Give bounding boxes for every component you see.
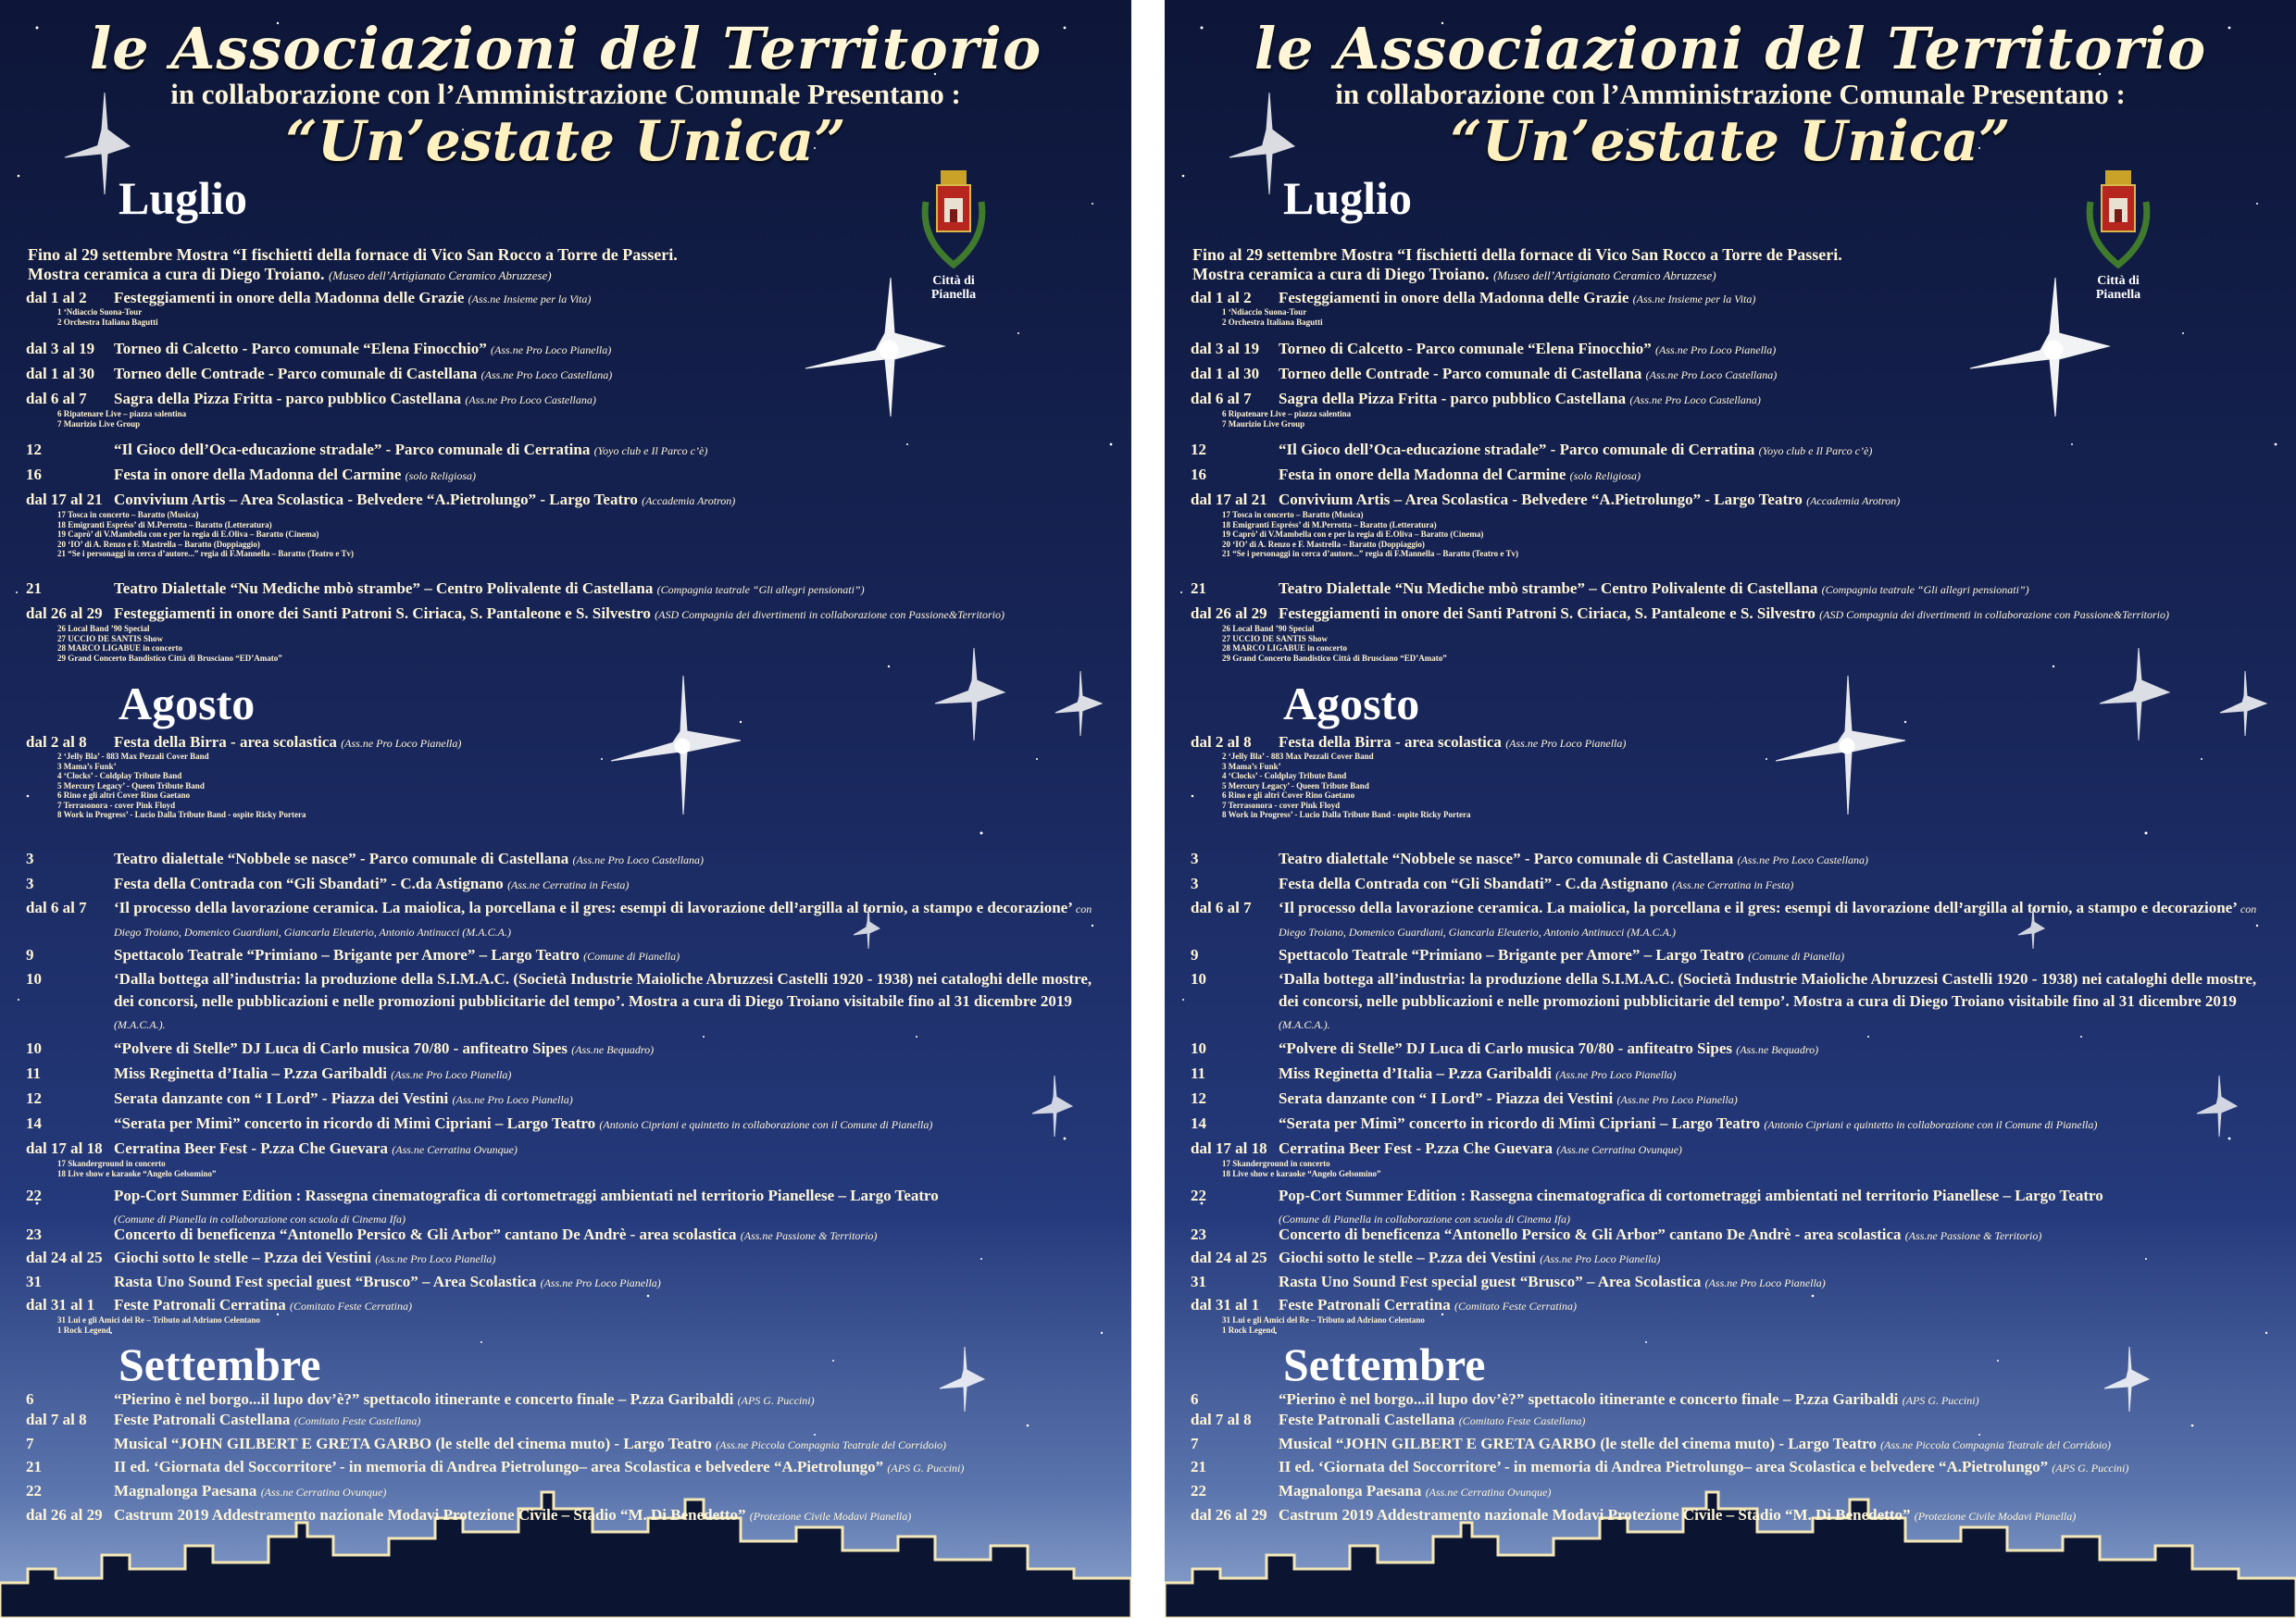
event-row: dal 1 al 2 Festeggiamenti in onore della Madonna delle Grazie (Ass.ne Insieme per la Vita) [1191,289,1756,306]
poster-right [1165,0,2296,1618]
crest-label: Città di Pianella [930,274,977,302]
event-row: 3 Teatro dialettale “Nobbele se nasce” - Parco comunale di Castellana (Ass.ne Pro Loco Castellana) [1191,850,1869,867]
poster-title: le Associazioni del Territorio [1254,15,2207,82]
event-row: 23 Concerto di beneficenza “Antonello Persico & Gli Arbor” cantano De Andrè - area scolastica (Ass.ne Passione & Territorio) [1191,1226,2042,1243]
event-subitems: 1 ‘Ndiaccio Suona-Tour 2 Orchestra Italiana Bagutti [1222,307,1323,327]
event-subitems: 17 Skanderground in concerto 18 Live show e karaoke “Angelo Gelsomino” [1222,1159,1381,1178]
event-row: 22 Magnalonga Paesana (Ass.ne Cerratina Ovunque) [26,1482,387,1500]
crest-label: Città di Pianella [2095,274,2141,302]
event-row: 3 Teatro dialettale “Nobbele se nasce” - Parco comunale di Castellana (Ass.ne Pro Loco Castellana) [26,850,705,867]
intro-line-2: Mostra ceramica a cura di Diego Troiano. (Museo dell’Artigianato Ceramico Abruzzese) [28,265,552,283]
event-subitems: 1 ‘Ndiaccio Suona-Tour 2 Orchestra Italiana Bagutti [57,307,158,327]
event-title: “Un’estate Unica” [1450,109,2011,174]
event-subitems: 17 Tosca in concerto – Baratto (Musica) 18 Emigranti Espréss’ di M.Perrotta – Baratto (Letteratura) 19 Caprò’ di V.Mambella con e per la regia di E.Oliva – Baratto (Cinema) 20 ‘IO’ di A. Renzo e F. Mastrella – Baratto (Doppiaggio) 21 “Se i personaggi in cerca d’autore...” regia di F.Mannella – Baratto (Teatro e Tv) [1222,510,1518,558]
event-row: dal 6 al 7 Sagra della Pizza Fritta - parco pubblico Castellana (Ass.ne Pro Loco Castellana) [26,390,596,407]
event-row: 12 “Il Gioco dell’Oca-educazione stradale” - Parco comunale di Cerratina (Yoyo club e Il Parco c’è) [1191,441,1873,458]
event-row: 11 Miss Reginetta d’Italia – P.zza Garibaldi (Ass.ne Pro Loco Pianella) [1191,1064,1677,1082]
event-row: 3 Festa della Contrada con “Gli Sbandati” - C.da Astignano (Ass.ne Cerratina in Festa) [26,875,630,892]
event-row: dal 17 al 21 Convivium Artis – Area Scolastica - Belvedere “A.Pietrolungo” - Largo Teatro (Accademia Arotron) [1191,491,1901,508]
intro-line-1: Fino al 29 settembre Mostra “I fischietti della fornace di Vico San Rocco a Torre de Passeri. [28,245,678,264]
event-subitems: 31 Lui e gli Amici del Re – Tributo ad Adriano Celentano 1 Rock Legend [57,1315,260,1335]
event-row: dal 1 al 30 Torneo delle Contrade - Parco comunale di Castellana (Ass.ne Pro Loco Castellana) [1191,365,1778,382]
event-row: dal 2 al 8 Festa della Birra - area scolastica (Ass.ne Pro Loco Pianella) [26,733,462,751]
event-subitems: 6 Ripatenare Live – piazza salentina 7 Maurizio Live Group [1222,409,1352,429]
month-heading-agosto: Agosto [1283,678,1420,729]
event-row: 6 “Pierino è nel borgo...il lupo dov’è?” spettacolo itinerante e concerto finale – P.zza Garibaldi (APS G. Puccini) [1191,1390,1979,1408]
month-heading-settembre: Settembre [119,1338,321,1390]
event-row: dal 24 al 25 Giochi sotto le stelle – P.zza dei Vestini (Ass.ne Pro Loco Pianella) [1191,1249,1661,1266]
event-row: dal 26 al 29 Castrum 2019 Addestramento nazionale Modavi Protezione Civile – Stadio “M. Di Benedetto” (Protezione Civile Modavi Pianella) [1191,1506,2077,1524]
event-row: dal 7 al 8 Feste Patronali Castellana (Comitato Feste Castellana) [1191,1411,1586,1428]
event-row: 6 “Pierino è nel borgo...il lupo dov’è?” spettacolo itinerante e concerto finale – P.zza Garibaldi (APS G. Puccini) [26,1390,815,1408]
city-crest [917,165,991,304]
event-row: dal 24 al 25 Giochi sotto le stelle – P.zza dei Vestini (Ass.ne Pro Loco Pianella) [26,1249,496,1266]
poster-title: le Associazioni del Territorio [89,15,1042,82]
event-row: 21 II ed. ‘Giornata del Soccorritore’ - in memoria di Andrea Pietrolungo– area Scolastica e belvedere “A.Pietrolungo” (APS G. Puccini) [1191,1458,2129,1475]
month-heading-settembre: Settembre [1283,1338,1486,1390]
month-heading-agosto: Agosto [119,678,256,729]
intro-line-2: Mostra ceramica a cura di Diego Troiano. (Museo dell’Artigianato Ceramico Abruzzese) [1192,265,1716,283]
event-row: dal 31 al 1 Feste Patronali Cerratina (Comitato Feste Cerratina) [26,1296,412,1313]
city-crest [2081,165,2155,304]
event-row: dal 31 al 1 Feste Patronali Cerratina (Comitato Feste Cerratina) [1191,1296,1577,1313]
event-row: dal 2 al 8 Festa della Birra - area scolastica (Ass.ne Pro Loco Pianella) [1191,733,1627,751]
event-subitems: 17 Skanderground in concerto 18 Live show e karaoke “Angelo Gelsomino” [57,1159,217,1178]
event-row: 10 ‘Dalla bottega all’industria: la produzione della S.I.M.A.C. (Società Industrie Maioliche Abruzzesi Castelli 1920 - 1938) nei cataloghi delle mostre, dei concorsi, nelle pubblicazioni e nelle promozioni pubblicitarie del tempo’. Mostra a cura di Diego Troiano visitabile fino al 31 dicembre 2019 (M.A.C.A.). [26,970,1092,1031]
event-row: 10 “Polvere di Stelle” DJ Luca di Carlo musica 70/80 - anfiteatro Sipes (Ass.ne Bequadro) [1191,1039,1819,1057]
event-row: 10 “Polvere di Stelle” DJ Luca di Carlo musica 70/80 - anfiteatro Sipes (Ass.ne Bequadro) [26,1039,655,1057]
event-row: dal 17 al 18 Cerratina Beer Fest - P.zza Che Guevara (Ass.ne Cerratina Ovunque) [26,1139,518,1157]
event-row: 21 II ed. ‘Giornata del Soccorritore’ - in memoria di Andrea Pietrolungo– area Scolastica e belvedere “A.Pietrolungo” (APS G. Puccini) [26,1458,965,1475]
event-row: 10 ‘Dalla bottega all’industria: la produzione della S.I.M.A.C. (Società Industrie Maioliche Abruzzesi Castelli 1920 - 1938) nei cataloghi delle mostre, dei concorsi, nelle pubblicazioni e nelle promozioni pubblicitarie del tempo’. Mostra a cura di Diego Troiano visitabile fino al 31 dicembre 2019 (M.A.C.A.). [1191,970,2257,1031]
event-row: 12 “Il Gioco dell’Oca-educazione stradale” - Parco comunale di Cerratina (Yoyo club e Il Parco c’è) [26,441,708,458]
event-row: dal 3 al 19 Torneo di Calcetto - Parco comunale “Elena Finocchio” (Ass.ne Pro Loco Pianella) [1191,340,1777,357]
event-row: 3 Festa della Contrada con “Gli Sbandati” - C.da Astignano (Ass.ne Cerratina in Festa) [1191,875,1794,892]
event-row: dal 3 al 19 Torneo di Calcetto - Parco comunale “Elena Finocchio” (Ass.ne Pro Loco Pianella) [26,340,612,357]
month-heading-luglio: Luglio [119,172,247,224]
event-row: 7 Musical “JOHN GILBERT E GRETA GARBO (le stelle del cinema muto) - Largo Teatro (Ass.ne Piccola Compagnia Teatrale del Corridoio) [26,1435,947,1452]
event-row: 7 Musical “JOHN GILBERT E GRETA GARBO (le stelle del cinema muto) - Largo Teatro (Ass.ne Piccola Compagnia Teatrale del Corridoio) [1191,1435,2112,1452]
intro-text [28,245,889,285]
event-row: 9 Spettacolo Teatrale “Primiano – Brigante per Amore” – Largo Teatro (Comune di Pianella) [1191,946,1845,964]
event-row: dal 7 al 8 Feste Patronali Castellana (Comitato Feste Castellana) [26,1411,421,1428]
coat-of-arms-icon [917,165,991,274]
event-subitems: 2 ‘Jelly Bla’ - 883 Max Pezzali Cover Band 3 Mama’s Funk’ 4 ‘Clocks’ - Coldplay Tribute Band 5 Mercury Legacy’ - Queen Tribute Band 6 Rino e gli altri Cover Rino Gaetano 7 Terrasonora - cover Pink Floyd 8 Work in Progress’ - Lucio Dalla Tribute Band - ospite Ricky Portera [57,752,306,819]
event-row: dal 1 al 30 Torneo delle Contrade - Parco comunale di Castellana (Ass.ne Pro Loco Castellana) [26,365,613,382]
poster-content [0,0,1131,1618]
event-row: 12 Serata danzante con “ I Lord” - Piazza dei Vestini (Ass.ne Pro Loco Pianella) [1191,1089,1738,1107]
event-row: 21 Teatro Dialettale “Nu Mediche mbò strambe” – Centro Polivalente di Castellana (Compagnia teatrale “Gli allegri pensionati”) [26,579,865,597]
event-row: 31 Rasta Uno Sound Fest special guest “Brusco” – Area Scolastica (Ass.ne Pro Loco Pianella) [1191,1273,1826,1290]
intro-line-1: Fino al 29 settembre Mostra “I fischietti della fornace di Vico San Rocco a Torre de Passeri. [1192,245,1842,264]
event-row: dal 17 al 18 Cerratina Beer Fest - P.zza Che Guevara (Ass.ne Cerratina Ovunque) [1191,1139,1682,1157]
poster-left [0,0,1131,1618]
event-subitems: 26 Local Band ’90 Special 27 UCCIO DE SANTIS Show 28 MARCO LIGABUE in concerto 29 Grand Concerto Bandistico Città di Brusciano “ED’Amato” [57,624,282,663]
event-row: dal 26 al 29 Castrum 2019 Addestramento nazionale Modavi Protezione Civile – Stadio “M. Di Benedetto” (Protezione Civile Modavi Pianella) [26,1506,912,1524]
event-row: 14 “Serata per Mimì” concerto in ricordo di Mimì Cipriani – Largo Teatro (Antonio Cipriani e quintetto in collaborazione con il Comune di Pianella) [1191,1114,2098,1132]
event-row: 22 Pop-Cort Summer Edition : Rassegna cinematografica di cortometraggi ambientati nel territorio Pianellese – Largo Teatro (Comune di Pianella in collaborazione con scuola di Cinema Ifa) [1191,1187,2103,1226]
coat-of-arms-icon [2081,165,2155,274]
event-row: dal 6 al 7 ‘Il processo della lavorazione ceramica. La maiolica, la porcellana e il gres: esempi di lavorazione dell’argilla al tornio, a stampo e decorazione’ con Diego Troiano, Domenico Guardiani, Giancarla Eleuterio, Antonio Antinucci (M.A.C.A.) [26,899,1092,939]
event-subitems: 17 Tosca in concerto – Baratto (Musica) 18 Emigranti Espréss’ di M.Perrotta – Baratto (Letteratura) 19 Caprò’ di V.Mambella con e per la regia di E.Oliva – Baratto (Cinema) 20 ‘IO’ di A. Renzo e F. Mastrella – Baratto (Doppiaggio) 21 “Se i personaggi in cerca d’autore...” regia di F.Mannella – Baratto (Teatro e Tv) [57,510,354,558]
event-row: 9 Spettacolo Teatrale “Primiano – Brigante per Amore” – Largo Teatro (Comune di Pianella) [26,946,680,964]
event-row: dal 1 al 2 Festeggiamenti in onore della Madonna delle Grazie (Ass.ne Insieme per la Vita) [26,289,592,306]
event-row: 16 Festa in onore della Madonna del Carmine (solo Religiosa) [26,466,476,483]
poster-content [1165,0,2296,1618]
poster-subtitle: in collaborazione con l’Amministrazione Comunale Presentano : [1335,78,2126,110]
event-subitems: 31 Lui e gli Amici del Re – Tributo ad Adriano Celentano 1 Rock Legend [1222,1315,1425,1335]
event-row: 22 Magnalonga Paesana (Ass.ne Cerratina Ovunque) [1191,1482,1552,1500]
poster-subtitle: in collaborazione con l’Amministrazione Comunale Presentano : [170,78,961,110]
event-row: 11 Miss Reginetta d’Italia – P.zza Garibaldi (Ass.ne Pro Loco Pianella) [26,1064,512,1082]
event-row: dal 6 al 7 ‘Il processo della lavorazione ceramica. La maiolica, la porcellana e il gres: esempi di lavorazione dell’argilla al tornio, a stampo e decorazione’ con Diego Troiano, Domenico Guardiani, Giancarla Eleuterio, Antonio Antinucci (M.A.C.A.) [1191,899,2257,939]
event-row: dal 6 al 7 Sagra della Pizza Fritta - parco pubblico Castellana (Ass.ne Pro Loco Castellana) [1191,390,1761,407]
event-title: “Un’estate Unica” [285,109,846,174]
event-row: dal 17 al 21 Convivium Artis – Area Scolastica - Belvedere “A.Pietrolungo” - Largo Teatro (Accademia Arotron) [26,491,736,508]
event-row: 12 Serata danzante con “ I Lord” - Piazza dei Vestini (Ass.ne Pro Loco Pianella) [26,1089,573,1107]
event-row: 23 Concerto di beneficenza “Antonello Persico & Gli Arbor” cantano De Andrè - area scolastica (Ass.ne Passione & Territorio) [26,1226,878,1243]
event-row: dal 26 al 29 Festeggiamenti in onore dei Santi Patroni S. Ciriaca, S. Pantaleone e S. Silvestro (ASD Compagnia dei divertimenti in collaborazione con Passione&Territorio) [26,604,1004,622]
month-heading-luglio: Luglio [1283,172,1412,224]
event-row: 16 Festa in onore della Madonna del Carmine (solo Religiosa) [1191,466,1641,483]
event-row: 22 Pop-Cort Summer Edition : Rassegna cinematografica di cortometraggi ambientati nel territorio Pianellese – Largo Teatro (Comune di Pianella in collaborazione con scuola di Cinema Ifa) [26,1187,939,1226]
event-subitems: 6 Ripatenare Live – piazza salentina 7 Maurizio Live Group [57,409,187,429]
event-subitems: 2 ‘Jelly Bla’ - 883 Max Pezzali Cover Band 3 Mama’s Funk’ 4 ‘Clocks’ - Coldplay Tribute Band 5 Mercury Legacy’ - Queen Tribute Band 6 Rino e gli altri Cover Rino Gaetano 7 Terrasonora - cover Pink Floyd 8 Work in Progress’ - Lucio Dalla Tribute Band - ospite Ricky Portera [1222,752,1471,819]
event-row: dal 26 al 29 Festeggiamenti in onore dei Santi Patroni S. Ciriaca, S. Pantaleone e S. Silvestro (ASD Compagnia dei divertimenti in collaborazione con Passione&Territorio) [1191,604,2169,622]
event-row: 14 “Serata per Mimì” concerto in ricordo di Mimì Cipriani – Largo Teatro (Antonio Cipriani e quintetto in collaborazione con il Comune di Pianella) [26,1114,933,1132]
intro-text [1192,245,2053,285]
event-row: 21 Teatro Dialettale “Nu Mediche mbò strambe” – Centro Polivalente di Castellana (Compagnia teatrale “Gli allegri pensionati”) [1191,579,2029,597]
event-row: 31 Rasta Uno Sound Fest special guest “Brusco” – Area Scolastica (Ass.ne Pro Loco Pianella) [26,1273,661,1290]
event-subitems: 26 Local Band ’90 Special 27 UCCIO DE SANTIS Show 28 MARCO LIGABUE in concerto 29 Grand Concerto Bandistico Città di Brusciano “ED’Amato” [1222,624,1447,663]
